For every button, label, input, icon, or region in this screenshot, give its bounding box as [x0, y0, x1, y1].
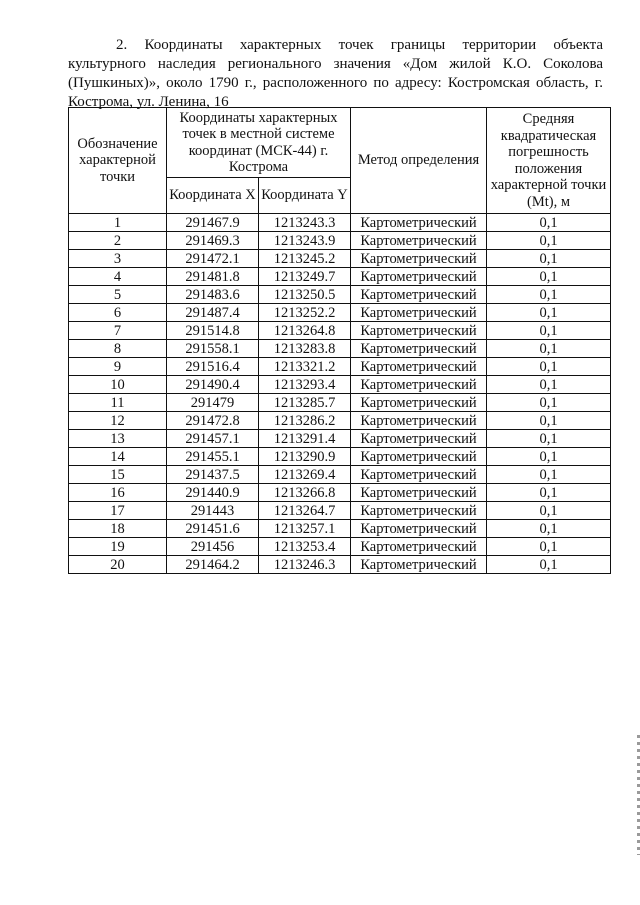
coordinates-table [68, 107, 611, 574]
table-row [69, 466, 611, 484]
cell-coordinate-x: 291487.4 [167, 304, 259, 322]
cell-coordinate-x: 291483.6 [167, 286, 259, 304]
cell-mean-error: 0,1 [487, 250, 611, 268]
cell-point-number: 6 [69, 304, 167, 322]
cell-mean-error: 0,1 [487, 556, 611, 574]
cell-mean-error: 0,1 [487, 286, 611, 304]
cell-point-number: 10 [69, 376, 167, 394]
cell-coordinate-x: 291451.6 [167, 520, 259, 538]
cell-coordinate-y: 1213290.9 [259, 448, 351, 466]
table-row [69, 412, 611, 430]
cell-method: Картометрический [351, 250, 487, 268]
cell-mean-error: 0,1 [487, 538, 611, 556]
cell-method: Картометрический [351, 214, 487, 232]
table-row [69, 538, 611, 556]
cell-coordinate-y: 1213286.2 [259, 412, 351, 430]
cell-point-number: 15 [69, 466, 167, 484]
table-row [69, 232, 611, 250]
cell-method: Картометрический [351, 502, 487, 520]
table-body [69, 214, 611, 574]
cell-coordinate-x: 291443 [167, 502, 259, 520]
cell-coordinate-y: 1213252.2 [259, 304, 351, 322]
table-row [69, 322, 611, 340]
table-row [69, 214, 611, 232]
table-row [69, 556, 611, 574]
cell-method: Картометрический [351, 358, 487, 376]
cell-coordinate-x: 291490.4 [167, 376, 259, 394]
cell-method: Картометрический [351, 268, 487, 286]
cell-mean-error: 0,1 [487, 394, 611, 412]
cell-method: Картометрический [351, 412, 487, 430]
cell-point-number: 16 [69, 484, 167, 502]
cell-coordinate-x: 291472.8 [167, 412, 259, 430]
cell-mean-error: 0,1 [487, 502, 611, 520]
cell-coordinate-x: 291469.3 [167, 232, 259, 250]
cell-method: Картометрический [351, 322, 487, 340]
cell-coordinate-x: 291516.4 [167, 358, 259, 376]
cell-coordinate-x: 291455.1 [167, 448, 259, 466]
section-heading: 2. Координаты характерных точек границы территории объекта культурного наследия регионального значения «Дом жилой К.О. Соколова (Пушкиных)», около 1790 г., расположенного по адресу: Костромская область, г. Кострома, ул. Ленина, 16 [68, 37, 603, 110]
header-mean-error: Средняя квадратическая погрешность положения характерной точки (Mt), м [487, 108, 611, 214]
cell-method: Картометрический [351, 430, 487, 448]
cell-coordinate-y: 1213250.5 [259, 286, 351, 304]
cell-coordinate-y: 1213264.8 [259, 322, 351, 340]
cell-mean-error: 0,1 [487, 322, 611, 340]
cell-coordinate-y: 1213283.8 [259, 340, 351, 358]
cell-point-number: 17 [69, 502, 167, 520]
cell-coordinate-y: 1213269.4 [259, 466, 351, 484]
cell-point-number: 2 [69, 232, 167, 250]
table-row [69, 502, 611, 520]
cell-method: Картометрический [351, 394, 487, 412]
cell-method: Картометрический [351, 556, 487, 574]
cell-method: Картометрический [351, 376, 487, 394]
cell-point-number: 14 [69, 448, 167, 466]
cell-coordinate-y: 1213321.2 [259, 358, 351, 376]
cell-mean-error: 0,1 [487, 232, 611, 250]
cell-method: Картометрический [351, 448, 487, 466]
cell-coordinate-x: 291472.1 [167, 250, 259, 268]
cell-point-number: 3 [69, 250, 167, 268]
cell-coordinate-y: 1213253.4 [259, 538, 351, 556]
table-row [69, 268, 611, 286]
cell-coordinate-x: 291464.2 [167, 556, 259, 574]
cell-mean-error: 0,1 [487, 340, 611, 358]
header-coordinates-group: Координаты характерных точек в местной системе координат (МСК-44) г. Кострома [167, 108, 351, 178]
table-row [69, 448, 611, 466]
cell-coordinate-y: 1213264.7 [259, 502, 351, 520]
cell-method: Картометрический [351, 304, 487, 322]
table-row [69, 250, 611, 268]
cell-coordinate-x: 291437.5 [167, 466, 259, 484]
cell-method: Картометрический [351, 538, 487, 556]
cell-mean-error: 0,1 [487, 304, 611, 322]
cell-mean-error: 0,1 [487, 268, 611, 286]
cell-coordinate-y: 1213243.3 [259, 214, 351, 232]
cell-method: Картометрический [351, 340, 487, 358]
cell-mean-error: 0,1 [487, 520, 611, 538]
table-row [69, 430, 611, 448]
cell-method: Картометрический [351, 232, 487, 250]
cell-coordinate-x: 291456 [167, 538, 259, 556]
cell-coordinate-y: 1213293.4 [259, 376, 351, 394]
cell-point-number: 1 [69, 214, 167, 232]
cell-point-number: 11 [69, 394, 167, 412]
cell-coordinate-y: 1213249.7 [259, 268, 351, 286]
cell-point-number: 5 [69, 286, 167, 304]
cell-method: Картометрический [351, 466, 487, 484]
cell-mean-error: 0,1 [487, 466, 611, 484]
cell-coordinate-x: 291440.9 [167, 484, 259, 502]
cell-coordinate-x: 291481.8 [167, 268, 259, 286]
cell-coordinate-y: 1213243.9 [259, 232, 351, 250]
cell-point-number: 19 [69, 538, 167, 556]
cell-coordinate-y: 1213285.7 [259, 394, 351, 412]
cell-point-number: 9 [69, 358, 167, 376]
header-coordinate-y: Координата Y [259, 178, 351, 214]
header-coordinate-x: Координата X [167, 178, 259, 214]
cell-mean-error: 0,1 [487, 412, 611, 430]
cell-coordinate-y: 1213246.3 [259, 556, 351, 574]
cell-coordinate-x: 291479 [167, 394, 259, 412]
cell-method: Картометрический [351, 520, 487, 538]
header-point-designation: Обозначение характерной точки [69, 108, 167, 214]
table-row [69, 376, 611, 394]
table-row [69, 520, 611, 538]
table-row [69, 484, 611, 502]
cell-coordinate-x: 291514.8 [167, 322, 259, 340]
cell-coordinate-x: 291558.1 [167, 340, 259, 358]
table-row [69, 394, 611, 412]
cell-mean-error: 0,1 [487, 358, 611, 376]
cell-coordinate-y: 1213291.4 [259, 430, 351, 448]
cell-coordinate-x: 291457.1 [167, 430, 259, 448]
table-row [69, 358, 611, 376]
cell-point-number: 7 [69, 322, 167, 340]
cell-point-number: 12 [69, 412, 167, 430]
table-row [69, 286, 611, 304]
cell-method: Картометрический [351, 484, 487, 502]
cell-coordinate-y: 1213245.2 [259, 250, 351, 268]
cell-point-number: 20 [69, 556, 167, 574]
cell-point-number: 8 [69, 340, 167, 358]
cell-mean-error: 0,1 [487, 484, 611, 502]
cell-point-number: 18 [69, 520, 167, 538]
cell-point-number: 13 [69, 430, 167, 448]
cell-point-number: 4 [69, 268, 167, 286]
cell-coordinate-x: 291467.9 [167, 214, 259, 232]
cell-mean-error: 0,1 [487, 430, 611, 448]
table-row [69, 304, 611, 322]
cell-mean-error: 0,1 [487, 214, 611, 232]
cell-coordinate-y: 1213257.1 [259, 520, 351, 538]
cell-mean-error: 0,1 [487, 448, 611, 466]
cell-coordinate-y: 1213266.8 [259, 484, 351, 502]
table-row [69, 340, 611, 358]
cell-method: Картометрический [351, 286, 487, 304]
header-method: Метод определения [351, 108, 487, 214]
cell-mean-error: 0,1 [487, 376, 611, 394]
